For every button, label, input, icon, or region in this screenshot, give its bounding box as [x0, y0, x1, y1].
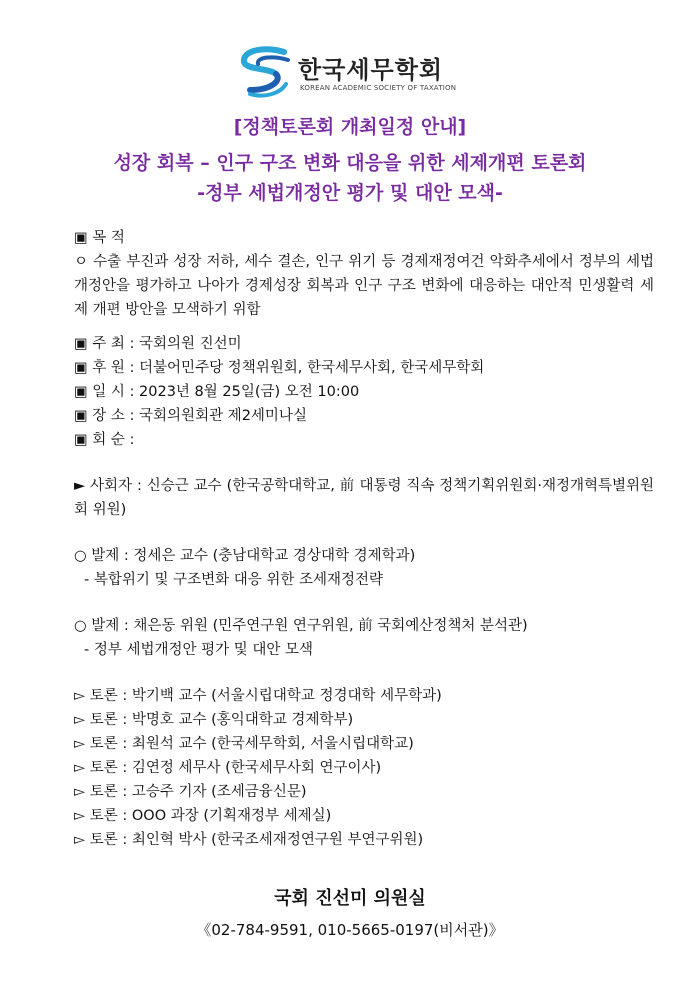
contact-numbers: 《02-784-9591, 010-5665-0197(비서관)》	[196, 921, 504, 939]
discussant: ▻ 토론 : 최인혁 박사 (한국조세재정연구원 부연구위원)	[74, 832, 424, 848]
info-host: ▣ 주 최 : 국회의원 진선미	[74, 336, 242, 352]
purpose-heading: ▣ 목 적	[74, 230, 125, 246]
presentation-2-topic: - 정부 세법개정안 평가 및 대안 모색	[84, 642, 313, 658]
moderator: ► 사회자 : 신승근 교수 (한국공학대학교, 前 대통령 직속 정책기획위원회·재정개혁특별위원회 위원)	[74, 478, 654, 518]
presentation-1-topic: - 복합위기 및 구조변화 대응 위한 조세재정전략	[84, 572, 384, 588]
info-datetime: ▣ 일 시 : 2023년 8월 25일(금) 오전 10:00	[74, 384, 360, 400]
purpose-text: ㅇ 수출 부진과 성장 저하, 세수 결손, 인구 위기 등 경제재정여건 악화추세에서 정부의 세법개정안을 평가하고 나아가 경제성장 회복과 인구 구조 변화에 대응하는 대안적 민생활력 세제 개편 방안을 모색하기 위함	[74, 254, 654, 318]
swirl-logo-icon	[236, 44, 298, 100]
discussant: ▻ 토론 : OOO 과장 (기획재정부 세제실)	[74, 808, 332, 824]
title-block	[0, 112, 700, 208]
contact-footer	[0, 884, 700, 944]
logo-subtitle: KOREAN ACADEMIC SOCIETY OF TAXATION	[300, 84, 457, 92]
info-sponsor: ▣ 후 원 : 더불어민주당 정책위원회, 한국세무사회, 한국세무학회	[74, 360, 485, 376]
info-program: ▣ 회 순 :	[74, 432, 135, 448]
presentation-2: ○ 발제 : 채은동 위원 (민주연구원 연구위원, 前 국회예산정책처 분석관)	[74, 618, 528, 634]
discussant: ▻ 토론 : 박기백 교수 (서울시립대학교 정경대학 세무학과)	[74, 688, 442, 704]
discussant: ▻ 토론 : 김연정 세무사 (한국세무사회 연구이사)	[74, 760, 382, 776]
main-title: 성장 회복 – 인구 구조 변화 대응을 위한 세제개편 토론회	[113, 152, 587, 174]
discussant: ▻ 토론 : 고승주 기자 (조세금융신문)	[74, 784, 307, 800]
logo-name: 한국세무학회	[298, 56, 444, 84]
office-name: 국회 진선미 의원실	[274, 888, 426, 909]
sub-title: -정부 세법개정안 평가 및 대안 모색-	[197, 182, 503, 204]
discussant: ▻ 토론 : 최원석 교수 (한국세무학회, 서울시립대학교)	[74, 736, 414, 752]
society-logo	[236, 44, 476, 104]
discussant: ▻ 토론 : 박명호 교수 (홍익대학교 경제학부)	[74, 712, 354, 728]
info-venue: ▣ 장 소 : 국회의원회관 제2세미나실	[74, 408, 307, 424]
notice-title: [정책토론회 개최일정 안내]	[233, 116, 467, 138]
presentation-1: ○ 발제 : 정세은 교수 (충남대학교 경상대학 경제학과)	[74, 548, 416, 564]
document-body	[74, 226, 654, 852]
